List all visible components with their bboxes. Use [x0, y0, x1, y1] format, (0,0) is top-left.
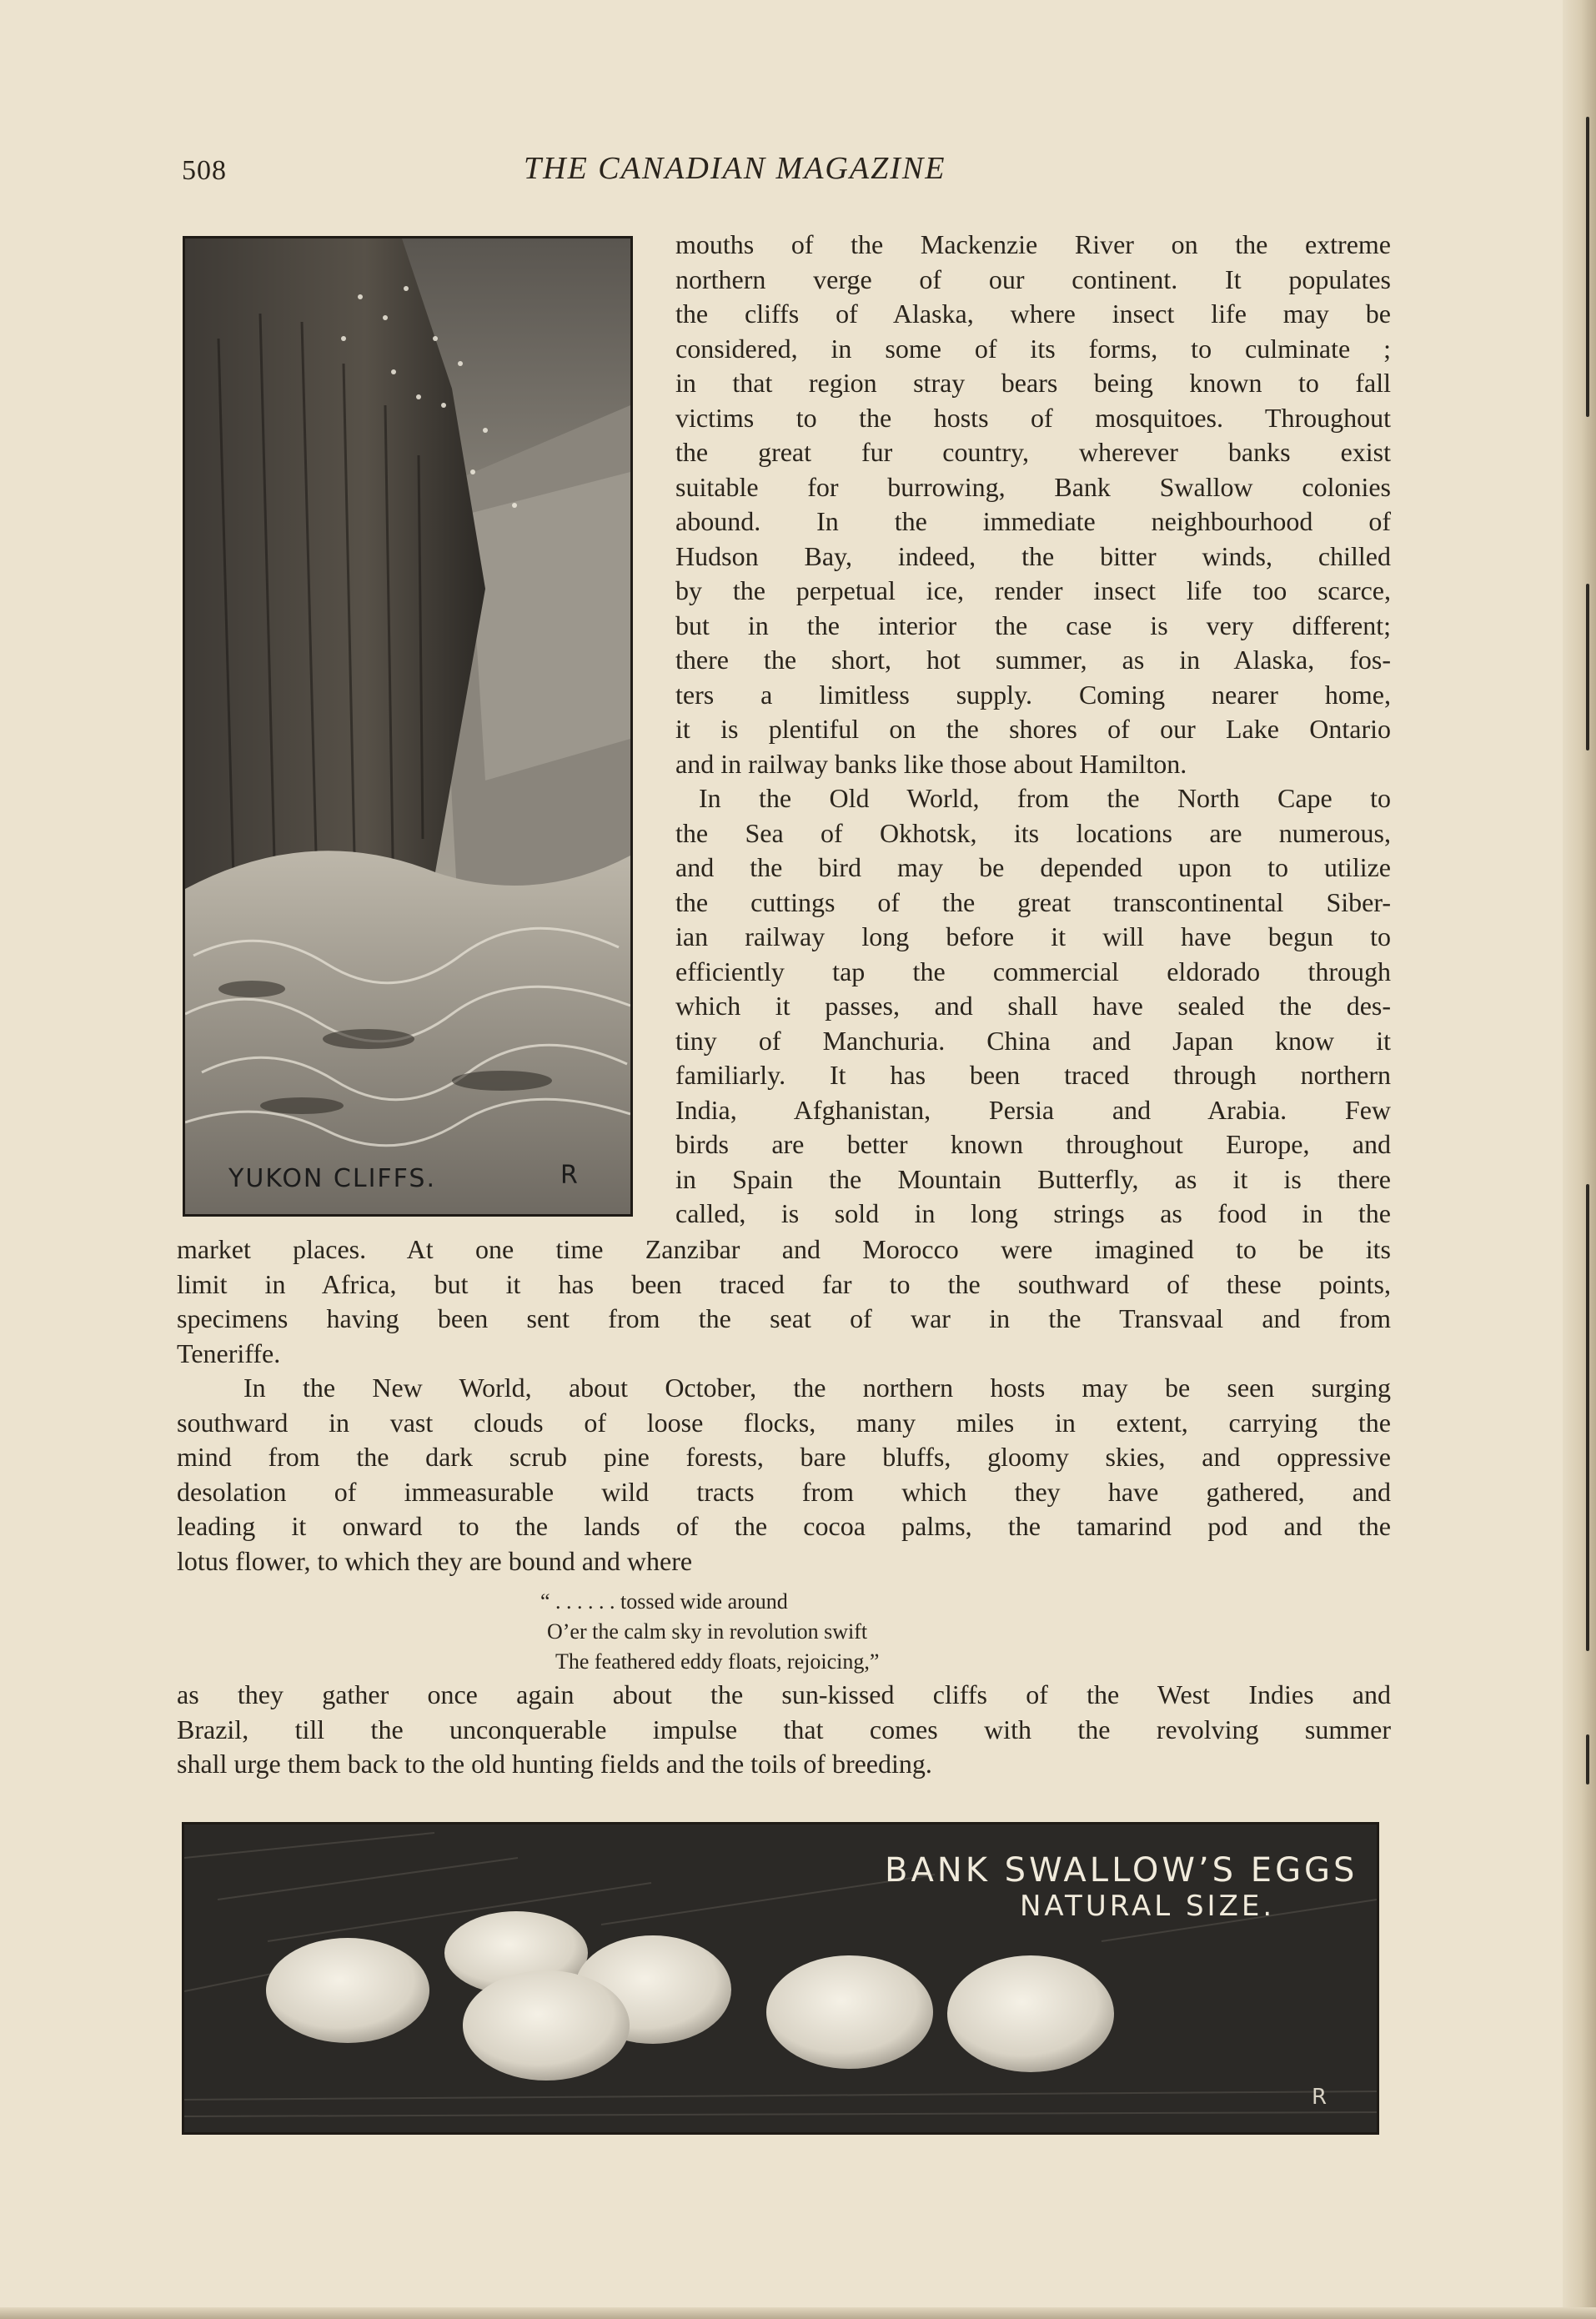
- body-text-line: limit in Africa, but it has been traced far to the southward of these points,: [177, 1268, 1391, 1299]
- body-text-line: abound. In the immediate neighbourhood of: [675, 506, 1391, 536]
- body-text-line: lotus flower, to which they are bound and where: [177, 1545, 693, 1576]
- closing-text-line: as they gather once again about the sun-kissed cliffs of the West Indies and: [177, 1679, 1391, 1709]
- closing-text-line: Brazil, till the unconquerable impulse that comes with the revolving summer: [177, 1714, 1391, 1744]
- body-text-line: market places. At one time Zanzibar and Morocco were imagined to be its: [177, 1234, 1391, 1264]
- yukon-artist-mark: R: [560, 1161, 578, 1190]
- body-text-line: but in the interior the case is very different;: [675, 610, 1391, 640]
- body-text-line: Hudson Bay, indeed, the bitter winds, chilled: [675, 540, 1391, 571]
- body-text-line: specimens having been sent from the seat of war in the Transvaal and from: [177, 1303, 1391, 1333]
- body-text-line: called, is sold in long strings as food in the: [675, 1198, 1391, 1228]
- quote-line: “ . . . . . . tossed wide around: [540, 1589, 788, 1614]
- body-text-line: it is plentiful on the shores of our Lake Ontario: [675, 714, 1391, 744]
- body-text-line: India, Afghanistan, Persia and Arabia. Few: [675, 1094, 1391, 1125]
- body-text-line: Teneriffe.: [177, 1338, 281, 1368]
- body-text-line: the Sea of Okhotsk, its locations are numerous,: [675, 817, 1391, 848]
- body-text-line: which it passes, and shall have sealed the des-: [675, 991, 1391, 1021]
- body-text-line: In the New World, about October, the northern hosts may be seen surging: [243, 1373, 1391, 1403]
- body-text-line: the great fur country, wherever banks exist: [675, 437, 1391, 467]
- body-text-line: suitable for burrowing, Bank Swallow colonies: [675, 471, 1391, 502]
- body-text-line: mouths of the Mackenzie River on the extreme: [675, 229, 1391, 259]
- body-text-line: ian railway long before it will have begun to: [675, 921, 1391, 951]
- body-text-line: efficiently tap the commercial eldorado through: [675, 956, 1391, 986]
- page-edge: [1563, 0, 1596, 2319]
- body-text-line: In the Old World, from the North Cape to: [699, 783, 1391, 813]
- body-text-line: victims to the hosts of mosquitoes. Throughout: [675, 402, 1391, 433]
- yukon-cliffs-illustration: [183, 236, 633, 1217]
- quote-line: The feathered eddy floats, rejoicing,”: [555, 1649, 880, 1674]
- body-text-line: leading it onward to the lands of the cocoa palms, the tamarind pod and the: [177, 1511, 1391, 1541]
- eggs-caption-subtitle: NATURAL SIZE.: [1020, 1890, 1276, 1923]
- body-text-line: in Spain the Mountain Butterfly, as it is there: [675, 1163, 1391, 1194]
- body-text-line: tiny of Manchuria. China and Japan know it: [675, 1025, 1391, 1056]
- body-text-line: southward in vast clouds of loose flocks, many miles in extent, carrying the: [177, 1407, 1391, 1438]
- body-text-line: considered, in some of its forms, to culminate ;: [675, 333, 1391, 364]
- body-text-line: ters a limitless supply. Coming nearer home,: [675, 679, 1391, 710]
- body-text-line: birds are better known throughout Europe, and: [675, 1129, 1391, 1159]
- body-text-line: the cliffs of Alaska, where insect life may be: [675, 299, 1391, 329]
- body-text-line: and the bird may be depended upon to utilize: [675, 852, 1391, 882]
- running-head: THE CANADIAN MAGAZINE: [524, 151, 946, 186]
- quote-line: O’er the calm sky in revolution swift: [547, 1619, 868, 1644]
- body-text-line: the cuttings of the great transcontinental Siber-: [675, 886, 1391, 917]
- body-text-line: there the short, hot summer, as in Alaska, fos-: [675, 645, 1391, 675]
- body-text-line: familiarly. It has been traced through northern: [675, 1060, 1391, 1090]
- yukon-cliffs-drawing: [185, 238, 630, 1214]
- eggs-artist-mark: R: [1312, 2085, 1331, 2110]
- eggs-caption-title: BANK SWALLOW’S EGGS: [885, 1851, 1358, 1890]
- page-bottom-shadow: [0, 2307, 1596, 2319]
- closing-text-line: shall urge them back to the old hunting fields and the toils of breeding.: [177, 1749, 932, 1779]
- yukon-cliffs-caption: YUKON CLIFFS.: [228, 1164, 436, 1193]
- body-text-line: desolation of immeasurable wild tracts from which they have gathered, and: [177, 1476, 1391, 1507]
- body-text-line: in that region stray bears being known to fall: [675, 368, 1391, 398]
- body-text-line: northern verge of our continent. It populates: [675, 264, 1391, 294]
- page-number: 508: [182, 155, 227, 186]
- body-text-line: and in railway banks like those about Hamilton.: [675, 748, 1187, 779]
- bank-swallow-eggs-illustration: [182, 1822, 1379, 2135]
- body-text-line: by the perpetual ice, render insect life too scarce,: [675, 575, 1391, 605]
- body-text-line: mind from the dark scrub pine forests, bare bluffs, gloomy skies, and oppressive: [177, 1442, 1391, 1472]
